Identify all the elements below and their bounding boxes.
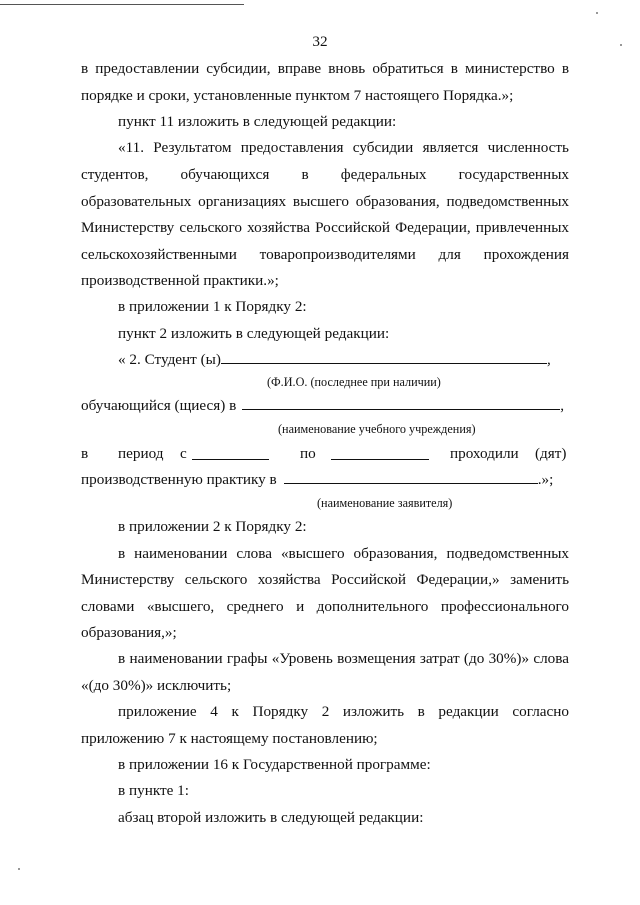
text-word: с [180,445,187,462]
institution-blank [242,396,560,410]
text-line: в пункте 1: [118,782,189,799]
scan-speck [18,868,20,870]
institution-label: обучающийся (щиеся) в [81,397,237,414]
text-word: в [81,445,89,462]
text-line: пункт 11 изложить в следующей редакции: [118,113,397,130]
text-line: пункт 2 изложить в следующей редакции: [118,325,390,342]
text-line: приложению 7 к настоящему постановлению; [81,730,378,747]
text-line: в приложении 16 к Государственной программе: [118,756,431,773]
caption-applicant: (наименование заявителя) [317,496,453,510]
period-to-blank [331,446,429,460]
student-line [118,350,551,370]
period-from-blank [192,446,269,460]
page-number: 32 [312,33,328,50]
text-line: образовательных организациях высшего образования, подведомственных [81,193,569,210]
institution-line [81,396,564,416]
text-line: «11. Результатом предоставления субсидии является численность [118,139,569,156]
text-line: «(до 30%)» исключить; [81,677,232,694]
text-line: абзац второй изложить в следующей редакции: [118,809,424,826]
text-word: проходили [450,445,519,462]
text-line: Министерству сельского хозяйства Российской Федерации, привлеченных [81,219,569,236]
text-word: (дят) [535,445,567,462]
text-line: порядке и сроки, установленные пунктом 7 настоящего Порядка.»; [81,87,514,104]
text-comma: , [560,397,565,414]
top-rule [0,4,244,5]
text-line: образования,»; [81,624,177,641]
student-name-blank [221,350,547,364]
text-word: по [300,445,316,462]
text-line: производственной практики.»; [81,272,279,289]
scan-speck [596,12,598,14]
text-line: в предоставлении субсидии, вправе вновь обратиться в министерство в [81,60,569,77]
student-label: « 2. Студент (ы) [118,351,221,368]
caption-fio: (Ф.И.О. (последнее при наличии) [267,375,441,389]
text-line: Министерству сельского хозяйства Российской Федерации,» заменить [81,571,569,588]
text-line: словами «высшего, среднего и дополнительного профессионального [81,598,569,615]
text-line: в приложении 2 к Порядку 2: [118,518,307,535]
text-comma: , [546,351,551,368]
text-closing: .»; [537,471,554,488]
practice-line [81,470,553,490]
caption-institution: (наименование учебного учреждения) [278,422,476,436]
text-line: в приложении 1 к Порядку 2: [118,298,307,315]
text-line: в наименовании графы «Уровень возмещения затрат (до 30%)» слова [118,650,569,667]
practice-label: производственную практику в [81,471,277,488]
text-word: период [118,445,164,462]
text-line: студентов, обучающихся в федеральных государственных [81,166,569,183]
text-line: сельскохозяйственными товаропроизводителями для прохождения [81,246,569,263]
applicant-blank [284,470,538,484]
text-line: приложение 4 к Порядку 2 изложить в редакции согласно [118,703,569,720]
text-line: в наименовании слова «высшего образования, подведомственных [118,545,569,562]
